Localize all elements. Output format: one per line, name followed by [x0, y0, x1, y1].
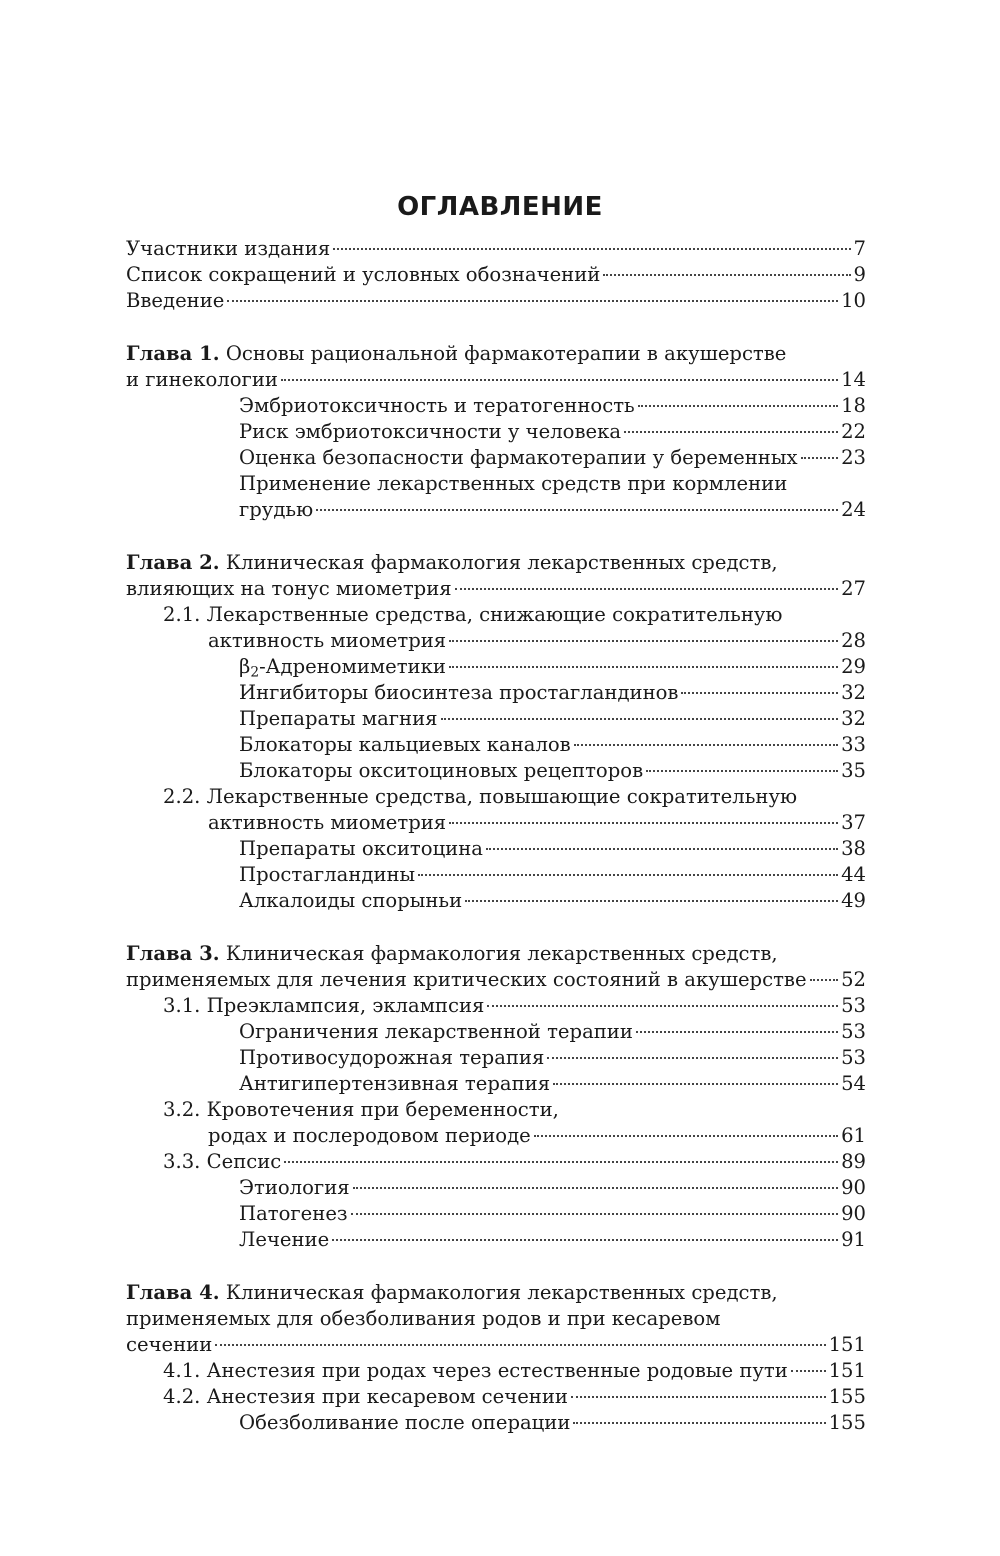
section-heading[interactable] — [126, 784, 866, 810]
toc-page-number: 18 — [841, 394, 866, 417]
dot-leader — [333, 248, 850, 250]
toc-page-number: 155 — [828, 1385, 866, 1408]
dot-leader — [418, 874, 838, 876]
dot-leader — [681, 692, 838, 694]
toc-page-number: 7 — [853, 237, 866, 260]
section-title: 2.1. Лекарственные средства, снижающие сократительную — [163, 603, 783, 626]
toc-page-number: 53 — [841, 994, 866, 1017]
toc-page-number: 151 — [828, 1359, 866, 1382]
dot-leader — [646, 770, 838, 772]
toc-entry-text: Антигипертензивная терапия — [239, 1072, 551, 1095]
toc-entry-text: Этиология — [239, 1176, 350, 1199]
toc-entry[interactable] — [126, 419, 866, 445]
toc-page-number: 53 — [841, 1046, 866, 1069]
toc-entry[interactable] — [126, 1201, 866, 1227]
toc-page-number: 90 — [841, 1176, 866, 1199]
dot-leader — [449, 822, 838, 824]
beta-subscript: 2 — [250, 664, 260, 681]
toc-entry[interactable] — [126, 576, 866, 602]
toc-entry-text: Патогенез — [239, 1202, 348, 1225]
toc-page-number: 61 — [841, 1124, 866, 1147]
toc-page-number: 22 — [841, 420, 866, 443]
dot-leader — [449, 640, 838, 642]
dot-leader — [316, 509, 838, 511]
section-title-cont: родах и послеродовом периоде — [208, 1124, 531, 1147]
toc-entry[interactable] — [126, 1045, 866, 1071]
dot-leader — [636, 1031, 838, 1033]
toc-page-number: 24 — [841, 498, 866, 521]
chapter-1-heading[interactable] — [126, 341, 866, 367]
table-of-contents — [126, 236, 866, 1436]
dot-leader — [455, 588, 838, 590]
chapter-4 — [126, 1280, 866, 1436]
dot-leader — [547, 1057, 838, 1059]
toc-page-number: 37 — [841, 811, 866, 834]
toc-entry[interactable] — [126, 680, 866, 706]
toc-page-number: 27 — [841, 577, 866, 600]
section-title-cont: активность миометрия — [208, 629, 447, 652]
section-title: 3.3. Сепсис — [163, 1150, 282, 1173]
chapter-title: Клиническая фармакология лекарственных средств, — [219, 942, 778, 965]
toc-page-number: 29 — [841, 655, 866, 678]
toc-entry[interactable] — [126, 497, 866, 523]
toc-entry-text: Риск эмбриотоксичности у человека — [239, 420, 622, 443]
dot-leader — [353, 1187, 838, 1189]
chapter-2-heading[interactable] — [126, 550, 866, 576]
dot-leader — [281, 379, 838, 381]
toc-entry-line[interactable] — [126, 471, 866, 497]
chapter-label: Глава 2. — [126, 551, 220, 574]
chapter-label: Глава 4. — [126, 1281, 220, 1304]
toc-entry-text: Препараты магния — [239, 707, 438, 730]
dot-leader — [215, 1344, 825, 1346]
toc-entry[interactable] — [126, 758, 866, 784]
toc-entry-text: Введение — [126, 289, 225, 312]
toc-page-number: 155 — [828, 1411, 866, 1434]
toc-entry[interactable] — [126, 836, 866, 862]
dot-leader — [638, 405, 838, 407]
toc-entry-text: Участники издания — [126, 237, 331, 260]
dot-leader — [487, 1005, 838, 1007]
section-title: 4.2. Анестезия при кесаревом сечении — [163, 1385, 568, 1408]
toc-page-number: 38 — [841, 837, 866, 860]
chapter-1 — [126, 341, 866, 523]
toc-entry[interactable] — [126, 236, 866, 262]
dot-leader — [332, 1239, 838, 1241]
toc-entry-text: грудью — [239, 498, 314, 521]
toc-entry[interactable] — [126, 1019, 866, 1045]
toc-entry[interactable] — [126, 1227, 866, 1253]
toc-entry-text: Блокаторы кальциевых каналов — [239, 733, 571, 756]
chapter-title: Клиническая фармакология лекарственных средств, — [219, 1281, 778, 1304]
dot-leader — [534, 1135, 838, 1137]
toc-entry[interactable] — [126, 393, 866, 419]
toc-entry[interactable] — [126, 628, 866, 654]
toc-page-number: 14 — [841, 368, 866, 391]
dot-leader — [624, 431, 838, 433]
dot-leader — [791, 1370, 826, 1372]
toc-entry[interactable] — [126, 1410, 866, 1436]
toc-entry[interactable] — [126, 1071, 866, 1097]
section-title: 2.2. Лекарственные средства, повышающие сократительную — [163, 785, 798, 808]
toc-entry-text: Простагландины — [239, 863, 416, 886]
dot-leader — [227, 300, 838, 302]
dot-leader — [571, 1396, 826, 1398]
toc-entry[interactable] — [126, 862, 866, 888]
section-heading[interactable] — [126, 1097, 866, 1123]
toc-page-number: 28 — [841, 629, 866, 652]
toc-entry-text: Ингибиторы биосинтеза простагландинов — [239, 681, 679, 704]
toc-entry[interactable] — [126, 993, 866, 1019]
toc-entry[interactable] — [126, 288, 866, 314]
dot-leader — [351, 1213, 838, 1215]
toc-entry-text: Ограничения лекарственной терапии — [239, 1020, 633, 1043]
toc-page-number: 89 — [841, 1150, 866, 1173]
toc-entry[interactable] — [126, 1384, 866, 1410]
toc-entry-text: Эмбриотоксичность и тератогенность — [239, 394, 635, 417]
chapter-label: Глава 3. — [126, 942, 220, 965]
dot-leader — [553, 1083, 838, 1085]
toc-entry[interactable] — [126, 445, 866, 471]
toc-entry[interactable] — [126, 810, 866, 836]
chapter-title-cont: применяемых для обезболивания родов и при кесаревом — [126, 1307, 721, 1330]
page-title: ОГЛАВЛЕНИЕ — [397, 192, 603, 222]
chapter-title: Клиническая фармакология лекарственных средств, — [219, 551, 778, 574]
toc-entry[interactable] — [126, 967, 866, 993]
chapter-label: Глава 1. — [126, 342, 220, 365]
chapter-title: Основы рациональной фармакотерапии в акушерстве — [219, 342, 787, 365]
beta-symbol: β — [239, 655, 251, 678]
dot-leader — [465, 900, 838, 902]
toc-page-number: 151 — [828, 1333, 866, 1356]
chapter-title-cont: и гинекологии — [126, 368, 278, 391]
toc-page-number: 9 — [853, 263, 866, 286]
dot-leader — [284, 1161, 838, 1163]
toc-page-number: 10 — [841, 289, 866, 312]
toc-entry-text: Блокаторы окситоциновых рецепторов — [239, 759, 644, 782]
chapter-4-heading[interactable] — [126, 1280, 866, 1306]
section-title: 3.2. Кровотечения при беременности, — [163, 1098, 559, 1121]
toc-page-number: 53 — [841, 1020, 866, 1043]
dot-leader — [441, 718, 839, 720]
toc-page-number: 52 — [841, 968, 866, 991]
dot-leader — [573, 1422, 825, 1424]
section-title-cont: активность миометрия — [208, 811, 447, 834]
toc-entry-text — [239, 654, 446, 680]
toc-entry[interactable] — [126, 262, 866, 288]
toc-page-number: 54 — [841, 1072, 866, 1095]
toc-page-number: 33 — [841, 733, 866, 756]
chapter-3-heading[interactable] — [126, 941, 866, 967]
toc-entry-text: Алкалоиды спорыньи — [239, 889, 463, 912]
toc-entry-text: Обезболивание после операции — [239, 1411, 571, 1434]
toc-page-number: 91 — [841, 1228, 866, 1251]
toc-entry[interactable] — [126, 1175, 866, 1201]
toc-entry[interactable] — [126, 654, 866, 680]
dot-leader — [603, 274, 850, 276]
toc-entry-text: Применение лекарственных средств при кормлении — [239, 472, 788, 495]
toc-page-number: 90 — [841, 1202, 866, 1225]
toc-entry-text: Препараты окситоцина — [239, 837, 483, 860]
toc-entry[interactable] — [126, 1332, 866, 1358]
toc-page-number: 32 — [841, 681, 866, 704]
chapter-title-cont: применяемых для лечения критических состояний в акушерстве — [126, 968, 807, 991]
toc-page-number: 35 — [841, 759, 866, 782]
dot-leader — [486, 848, 838, 850]
toc-entry[interactable] — [126, 1358, 866, 1384]
toc-entry-text: Лечение — [239, 1228, 330, 1251]
toc-entry[interactable] — [126, 888, 866, 914]
toc-entry[interactable] — [126, 732, 866, 758]
dot-leader — [574, 744, 838, 746]
toc-entry-text: Противосудорожная терапия — [239, 1046, 545, 1069]
toc-entry[interactable] — [126, 706, 866, 732]
toc-page-number: 32 — [841, 707, 866, 730]
toc-entry[interactable] — [126, 367, 866, 393]
section-heading[interactable] — [126, 602, 866, 628]
toc-entry-text: Список сокращений и условных обозначений — [126, 263, 601, 286]
chapter-2 — [126, 550, 866, 914]
toc-page-number: 23 — [841, 446, 866, 469]
section-title: 4.1. Анестезия при родах через естественные родовые пути — [163, 1359, 788, 1382]
dot-leader — [810, 979, 839, 981]
chapter-title-line[interactable] — [126, 1306, 866, 1332]
toc-entry[interactable] — [126, 1123, 866, 1149]
beta-text: -Адреномиметики — [259, 655, 446, 678]
chapter-title-cont: сечении — [126, 1333, 213, 1356]
chapter-title-cont: влияющих на тонус миометрия — [126, 577, 452, 600]
chapter-3 — [126, 941, 866, 1253]
toc-entry-text: Оценка безопасности фармакотерапии у беременных — [239, 446, 798, 469]
section-title: 3.1. Преэклампсия, эклампсия — [163, 994, 485, 1017]
toc-page-number: 44 — [841, 863, 866, 886]
toc-entry[interactable] — [126, 1149, 866, 1175]
toc-page-number: 49 — [841, 889, 866, 912]
dot-leader — [449, 666, 838, 668]
dot-leader — [801, 457, 839, 459]
